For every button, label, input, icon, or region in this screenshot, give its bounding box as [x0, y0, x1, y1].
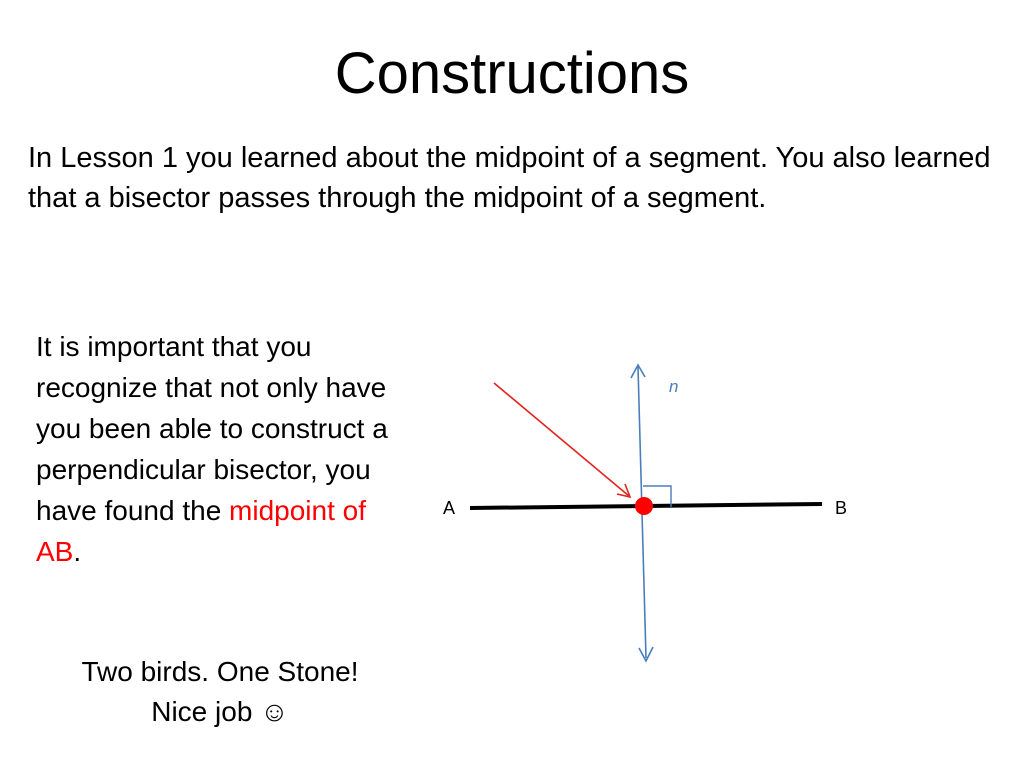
bisector-arrowhead-top: [631, 365, 645, 378]
pointer-arrowhead: [617, 484, 630, 497]
segment-ab: [470, 504, 822, 508]
label-a: A: [443, 498, 456, 518]
midpoint-highlight-text: midpoint of AB: [36, 495, 367, 567]
body-text-end: .: [73, 536, 82, 567]
intro-paragraph: In Lesson 1 you learned about the midpoint of a segment. You also learned that a bisector passes through the midpoint of a segment.: [28, 142, 991, 214]
closing-line-1: Two birds. One Stone!: [81, 656, 359, 687]
label-n: n: [669, 377, 679, 396]
label-b: B: [835, 498, 848, 518]
body-text-start: It is important that you recognize that not only have you been able to construct a perpendicular bisector, you have found the: [36, 331, 388, 526]
body-paragraph: [36, 326, 406, 572]
right-angle-marker: [643, 486, 671, 507]
slide-title: Constructions: [334, 41, 690, 106]
pointer-arrow: [494, 383, 629, 496]
closing-line-2: Nice job ☺: [151, 696, 289, 727]
closing-remark: [20, 652, 420, 732]
midpoint-dot: [635, 497, 653, 515]
bisector-line-n: [638, 367, 646, 658]
bisector-arrowhead-bottom: [639, 647, 653, 661]
